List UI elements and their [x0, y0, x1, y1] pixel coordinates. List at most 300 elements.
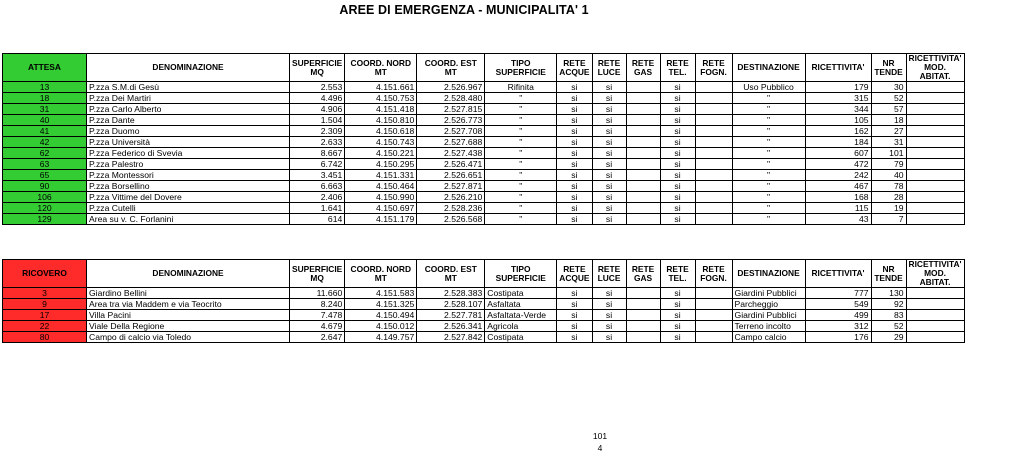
header-coord-est: COORD. EST MT	[417, 54, 485, 82]
cell-destinazione: Uso Pubblico	[732, 82, 805, 93]
cell-ricettivita: 168	[805, 192, 871, 203]
cell-rete-fogn	[695, 170, 732, 181]
cell-rete-gas	[626, 181, 660, 192]
cell-nr-tende: 78	[871, 181, 906, 192]
cell-destinazione: Giardini Pubblici	[732, 288, 805, 299]
cell-nr-tende: 31	[871, 137, 906, 148]
cell-superficie: 3.451	[290, 170, 345, 181]
cell-tipo: "	[485, 159, 557, 170]
table-row	[3, 170, 965, 181]
cell-id: 41	[3, 126, 87, 137]
cell-ricettivita: 467	[805, 181, 871, 192]
cell-denominazione: P.zza Vittime del Dovere	[87, 192, 290, 203]
table-row	[3, 82, 965, 93]
cell-superficie: 7.478	[290, 310, 345, 321]
cell-tipo: "	[485, 148, 557, 159]
cell-ricettivita-mod	[906, 126, 964, 137]
cell-id: 17	[3, 310, 87, 321]
cell-rete-acque: si	[557, 288, 592, 299]
cell-rete-tel: si	[660, 214, 695, 225]
cell-coord-nord: 4.150.221	[345, 148, 417, 159]
cell-denominazione: P.zza Dante	[87, 115, 290, 126]
cell-tipo: "	[485, 104, 557, 115]
cell-nr-tende: 27	[871, 126, 906, 137]
cell-rete-fogn	[695, 332, 732, 343]
cell-rete-fogn	[695, 288, 732, 299]
cell-rete-gas	[626, 288, 660, 299]
cell-rete-acque: si	[557, 115, 592, 126]
cell-ricettivita-mod	[906, 214, 964, 225]
cell-tipo: "	[485, 170, 557, 181]
cell-rete-acque: si	[557, 203, 592, 214]
cell-id: 65	[3, 170, 87, 181]
cell-rete-fogn	[695, 203, 732, 214]
cell-rete-fogn	[695, 82, 732, 93]
cell-nr-tende: 92	[871, 299, 906, 310]
cell-id: 106	[3, 192, 87, 203]
cell-tipo: "	[485, 115, 557, 126]
table-row	[3, 299, 965, 310]
cell-denominazione: P.zza Federico di Svevia	[87, 148, 290, 159]
cell-rete-gas	[626, 115, 660, 126]
cell-rete-gas	[626, 148, 660, 159]
cell-ricettivita: 176	[805, 332, 871, 343]
cell-id: 18	[3, 93, 87, 104]
cell-rete-luce: si	[592, 310, 626, 321]
cell-nr-tende: 101	[871, 148, 906, 159]
cell-denominazione: Area su v. C. Forlanini	[87, 214, 290, 225]
header-rete-luce: RETE LUCE	[592, 260, 626, 288]
header-rete-luce: RETE LUCE	[592, 54, 626, 82]
cell-nr-tende: 57	[871, 104, 906, 115]
attesa-table-body	[3, 82, 965, 225]
cell-rete-luce: si	[592, 148, 626, 159]
cell-superficie: 614	[290, 214, 345, 225]
cell-destinazione: "	[732, 115, 805, 126]
cell-rete-gas	[626, 310, 660, 321]
table-row	[3, 288, 965, 299]
header-coord-nord: COORD. NORD MT	[345, 54, 417, 82]
cell-rete-luce: si	[592, 115, 626, 126]
cell-coord-nord: 4.150.494	[345, 310, 417, 321]
cell-rete-gas	[626, 332, 660, 343]
table-row	[3, 93, 965, 104]
cell-coord-nord: 4.150.295	[345, 159, 417, 170]
cell-rete-tel: si	[660, 332, 695, 343]
cell-destinazione: Giardini Pubblici	[732, 310, 805, 321]
cell-rete-acque: si	[557, 321, 592, 332]
cell-tipo: "	[485, 126, 557, 137]
cell-id: 129	[3, 214, 87, 225]
table-row	[3, 192, 965, 203]
header-denominazione: DENOMINAZIONE	[87, 54, 290, 82]
cell-ricettivita-mod	[906, 288, 964, 299]
cell-ricettivita: 105	[805, 115, 871, 126]
cell-rete-tel: si	[660, 93, 695, 104]
header-coord-nord: COORD. NORD MT	[345, 260, 417, 288]
cell-coord-nord: 4.150.012	[345, 321, 417, 332]
cell-destinazione: "	[732, 93, 805, 104]
cell-superficie: 11.660	[290, 288, 345, 299]
cell-coord-nord: 4.150.753	[345, 93, 417, 104]
header-rete-fogn: RETE FOGN.	[695, 260, 732, 288]
page-sub-number: 4	[597, 443, 603, 453]
cell-superficie: 2.553	[290, 82, 345, 93]
header-rete-fogn: RETE FOGN.	[695, 54, 732, 82]
cell-id: 63	[3, 159, 87, 170]
cell-coord-est: 2.528.236	[417, 203, 485, 214]
cell-rete-gas	[626, 170, 660, 181]
ricovero-category-header: RICOVERO	[3, 260, 87, 288]
cell-superficie: 6.742	[290, 159, 345, 170]
cell-rete-acque: si	[557, 181, 592, 192]
cell-tipo: Asfaltata-Verde	[485, 310, 557, 321]
cell-ricettivita: 184	[805, 137, 871, 148]
cell-coord-est: 2.528.480	[417, 93, 485, 104]
cell-coord-nord: 4.151.418	[345, 104, 417, 115]
cell-superficie: 2.406	[290, 192, 345, 203]
cell-ricettivita: 315	[805, 93, 871, 104]
cell-destinazione: "	[732, 192, 805, 203]
cell-denominazione: P.zza Cutelli	[87, 203, 290, 214]
table-row	[3, 148, 965, 159]
cell-tipo: Costipata	[485, 288, 557, 299]
cell-ricettivita-mod	[906, 310, 964, 321]
cell-tipo: Costipata	[485, 332, 557, 343]
cell-denominazione: P.zza Borsellino	[87, 181, 290, 192]
header-destinazione: DESTINAZIONE	[732, 260, 805, 288]
header-rete-acque: RETE ACQUE	[557, 54, 592, 82]
cell-id: 62	[3, 148, 87, 159]
cell-rete-luce: si	[592, 299, 626, 310]
header-superficie: SUPERFICIE MQ	[290, 260, 345, 288]
cell-rete-luce: si	[592, 288, 626, 299]
cell-superficie: 6.663	[290, 181, 345, 192]
cell-rete-gas	[626, 159, 660, 170]
cell-denominazione: P.zza Dei Martiri	[87, 93, 290, 104]
cell-nr-tende: 7	[871, 214, 906, 225]
table-row	[3, 310, 965, 321]
cell-rete-luce: si	[592, 203, 626, 214]
cell-coord-est: 2.526.341	[417, 321, 485, 332]
ricovero-header-row	[3, 260, 965, 288]
cell-id: 31	[3, 104, 87, 115]
cell-coord-est: 2.527.438	[417, 148, 485, 159]
ricovero-table	[2, 259, 965, 343]
header-ricettivita: RICETTIVITA'	[805, 260, 871, 288]
cell-superficie: 8.240	[290, 299, 345, 310]
cell-rete-fogn	[695, 299, 732, 310]
cell-coord-est: 2.526.773	[417, 115, 485, 126]
header-tipo: TIPO SUPERFICIE	[485, 260, 557, 288]
cell-rete-gas	[626, 299, 660, 310]
cell-rete-gas	[626, 192, 660, 203]
cell-superficie: 4.679	[290, 321, 345, 332]
header-rete-gas: RETE GAS	[626, 260, 660, 288]
cell-destinazione: Terreno incolto	[732, 321, 805, 332]
cell-rete-gas	[626, 203, 660, 214]
cell-coord-est: 2.526.210	[417, 192, 485, 203]
cell-rete-fogn	[695, 310, 732, 321]
cell-ricettivita: 607	[805, 148, 871, 159]
cell-ricettivita: 242	[805, 170, 871, 181]
cell-coord-est: 2.526.967	[417, 82, 485, 93]
cell-rete-fogn	[695, 159, 732, 170]
cell-rete-luce: si	[592, 104, 626, 115]
cell-rete-tel: si	[660, 299, 695, 310]
cell-superficie: 2.633	[290, 137, 345, 148]
cell-destinazione: "	[732, 104, 805, 115]
cell-rete-acque: si	[557, 332, 592, 343]
cell-destinazione: Campo calcio	[732, 332, 805, 343]
cell-destinazione: "	[732, 126, 805, 137]
cell-ricettivita-mod	[906, 170, 964, 181]
cell-nr-tende: 28	[871, 192, 906, 203]
cell-rete-gas	[626, 104, 660, 115]
cell-rete-luce: si	[592, 82, 626, 93]
cell-ricettivita-mod	[906, 181, 964, 192]
cell-rete-acque: si	[557, 170, 592, 181]
cell-id: 22	[3, 321, 87, 332]
cell-rete-tel: si	[660, 192, 695, 203]
header-ricettivita-mod: RICETTIVITA' MOD. ABITAT.	[906, 260, 964, 288]
cell-destinazione: "	[732, 148, 805, 159]
cell-rete-fogn	[695, 115, 732, 126]
cell-rete-gas	[626, 321, 660, 332]
cell-tipo: Asfaltata	[485, 299, 557, 310]
cell-rete-luce: si	[592, 170, 626, 181]
cell-rete-acque: si	[557, 214, 592, 225]
cell-rete-acque: si	[557, 82, 592, 93]
cell-rete-gas	[626, 214, 660, 225]
table-row	[3, 321, 965, 332]
header-nr-tende: NR TENDE	[871, 260, 906, 288]
cell-coord-nord: 4.151.583	[345, 288, 417, 299]
header-rete-gas: RETE GAS	[626, 54, 660, 82]
cell-nr-tende: 29	[871, 332, 906, 343]
cell-rete-tel: si	[660, 148, 695, 159]
cell-rete-acque: si	[557, 159, 592, 170]
cell-rete-tel: si	[660, 115, 695, 126]
cell-rete-tel: si	[660, 137, 695, 148]
cell-ricettivita-mod	[906, 82, 964, 93]
cell-denominazione: P.zza Università	[87, 137, 290, 148]
cell-coord-est: 2.527.708	[417, 126, 485, 137]
ricovero-table-body	[3, 288, 965, 343]
cell-nr-tende: 40	[871, 170, 906, 181]
cell-superficie: 2.309	[290, 126, 345, 137]
cell-destinazione: "	[732, 203, 805, 214]
cell-ricettivita: 472	[805, 159, 871, 170]
cell-destinazione: "	[732, 170, 805, 181]
header-nr-tende: NR TENDE	[871, 54, 906, 82]
header-ricettivita: RICETTIVITA'	[805, 54, 871, 82]
cell-destinazione: "	[732, 181, 805, 192]
cell-superficie: 4.496	[290, 93, 345, 104]
cell-nr-tende: 83	[871, 310, 906, 321]
table-row	[3, 203, 965, 214]
cell-ricettivita-mod	[906, 104, 964, 115]
cell-id: 3	[3, 288, 87, 299]
cell-denominazione: Campo di calcio via Toledo	[87, 332, 290, 343]
cell-coord-nord: 4.150.618	[345, 126, 417, 137]
cell-coord-est: 2.526.568	[417, 214, 485, 225]
cell-rete-fogn	[695, 321, 732, 332]
cell-rete-tel: si	[660, 159, 695, 170]
cell-coord-est: 2.527.781	[417, 310, 485, 321]
cell-rete-luce: si	[592, 214, 626, 225]
cell-coord-nord: 4.151.661	[345, 82, 417, 93]
cell-rete-fogn	[695, 137, 732, 148]
cell-denominazione: Viale Della Regione	[87, 321, 290, 332]
cell-rete-gas	[626, 126, 660, 137]
cell-rete-luce: si	[592, 93, 626, 104]
cell-rete-luce: si	[592, 181, 626, 192]
table-row	[3, 332, 965, 343]
cell-ricettivita-mod	[906, 321, 964, 332]
cell-coord-nord: 4.150.810	[345, 115, 417, 126]
cell-rete-acque: si	[557, 148, 592, 159]
cell-rete-acque: si	[557, 104, 592, 115]
table-row	[3, 126, 965, 137]
cell-rete-fogn	[695, 104, 732, 115]
cell-rete-acque: si	[557, 192, 592, 203]
table-row	[3, 214, 965, 225]
cell-tipo: "	[485, 203, 557, 214]
cell-nr-tende: 52	[871, 93, 906, 104]
cell-ricettivita: 115	[805, 203, 871, 214]
cell-coord-est: 2.527.815	[417, 104, 485, 115]
cell-superficie: 1.504	[290, 115, 345, 126]
cell-coord-nord: 4.150.697	[345, 203, 417, 214]
cell-denominazione: P.zza Duomo	[87, 126, 290, 137]
cell-ricettivita: 549	[805, 299, 871, 310]
cell-rete-acque: si	[557, 93, 592, 104]
table-row	[3, 115, 965, 126]
cell-coord-nord: 4.150.464	[345, 181, 417, 192]
cell-nr-tende: 79	[871, 159, 906, 170]
cell-rete-fogn	[695, 93, 732, 104]
header-coord-est: COORD. EST MT	[417, 260, 485, 288]
cell-superficie: 2.647	[290, 332, 345, 343]
cell-coord-est: 2.528.383	[417, 288, 485, 299]
cell-rete-luce: si	[592, 192, 626, 203]
cell-rete-gas	[626, 137, 660, 148]
cell-ricettivita: 344	[805, 104, 871, 115]
header-ricettivita-mod: RICETTIVITA' MOD. ABITAT.	[906, 54, 964, 82]
cell-id: 120	[3, 203, 87, 214]
cell-id: 13	[3, 82, 87, 93]
cell-id: 42	[3, 137, 87, 148]
cell-ricettivita: 499	[805, 310, 871, 321]
header-destinazione: DESTINAZIONE	[732, 54, 805, 82]
cell-tipo: "	[485, 214, 557, 225]
cell-ricettivita: 43	[805, 214, 871, 225]
cell-rete-acque: si	[557, 137, 592, 148]
cell-rete-tel: si	[660, 170, 695, 181]
cell-coord-nord: 4.149.757	[345, 332, 417, 343]
attesa-header-row	[3, 54, 965, 82]
cell-tipo: Agricola	[485, 321, 557, 332]
cell-denominazione: Giardino Bellini	[87, 288, 290, 299]
cell-coord-nord: 4.151.325	[345, 299, 417, 310]
cell-tipo: "	[485, 192, 557, 203]
cell-rete-luce: si	[592, 321, 626, 332]
cell-coord-est: 2.526.471	[417, 159, 485, 170]
cell-id: 90	[3, 181, 87, 192]
cell-denominazione: P.zza S.M.di Gesù	[87, 82, 290, 93]
cell-ricettivita: 162	[805, 126, 871, 137]
cell-ricettivita-mod	[906, 203, 964, 214]
cell-rete-gas	[626, 82, 660, 93]
cell-rete-tel: si	[660, 181, 695, 192]
cell-ricettivita-mod	[906, 148, 964, 159]
cell-denominazione: P.zza Carlo Alberto	[87, 104, 290, 115]
cell-nr-tende: 30	[871, 82, 906, 93]
cell-ricettivita-mod	[906, 93, 964, 104]
cell-denominazione: Area tra via Maddem e via Teocrito	[87, 299, 290, 310]
cell-ricettivita: 777	[805, 288, 871, 299]
cell-ricettivita: 312	[805, 321, 871, 332]
cell-coord-est: 2.527.842	[417, 332, 485, 343]
cell-id: 9	[3, 299, 87, 310]
cell-rete-acque: si	[557, 126, 592, 137]
attesa-table	[2, 53, 965, 225]
cell-coord-est: 2.526.651	[417, 170, 485, 181]
cell-rete-luce: si	[592, 137, 626, 148]
cell-rete-tel: si	[660, 203, 695, 214]
cell-ricettivita-mod	[906, 115, 964, 126]
cell-coord-est: 2.528.107	[417, 299, 485, 310]
table-row	[3, 137, 965, 148]
cell-nr-tende: 19	[871, 203, 906, 214]
cell-rete-tel: si	[660, 104, 695, 115]
cell-destinazione: "	[732, 214, 805, 225]
cell-coord-est: 2.527.688	[417, 137, 485, 148]
cell-rete-tel: si	[660, 310, 695, 321]
cell-rete-tel: si	[660, 321, 695, 332]
cell-nr-tende: 52	[871, 321, 906, 332]
cell-destinazione: "	[732, 159, 805, 170]
cell-superficie: 1.641	[290, 203, 345, 214]
cell-denominazione: Villa Pacini	[87, 310, 290, 321]
cell-tipo: "	[485, 181, 557, 192]
cell-coord-nord: 4.150.990	[345, 192, 417, 203]
cell-destinazione: Parcheggio	[732, 299, 805, 310]
cell-denominazione: P.zza Palestro	[87, 159, 290, 170]
cell-id: 80	[3, 332, 87, 343]
table-row	[3, 181, 965, 192]
header-rete-acque: RETE ACQUE	[557, 260, 592, 288]
cell-destinazione: "	[732, 137, 805, 148]
cell-coord-nord: 4.151.179	[345, 214, 417, 225]
cell-rete-gas	[626, 93, 660, 104]
cell-rete-luce: si	[592, 332, 626, 343]
cell-coord-nord: 4.151.331	[345, 170, 417, 181]
cell-rete-fogn	[695, 181, 732, 192]
cell-ricettivita-mod	[906, 332, 964, 343]
cell-tipo: "	[485, 137, 557, 148]
cell-nr-tende: 130	[871, 288, 906, 299]
cell-coord-est: 2.527.871	[417, 181, 485, 192]
header-rete-tel: RETE TEL.	[660, 54, 695, 82]
header-tipo: TIPO SUPERFICIE	[485, 54, 557, 82]
cell-nr-tende: 18	[871, 115, 906, 126]
cell-rete-tel: si	[660, 126, 695, 137]
cell-rete-luce: si	[592, 159, 626, 170]
cell-rete-fogn	[695, 148, 732, 159]
cell-tipo: Rifinita	[485, 82, 557, 93]
